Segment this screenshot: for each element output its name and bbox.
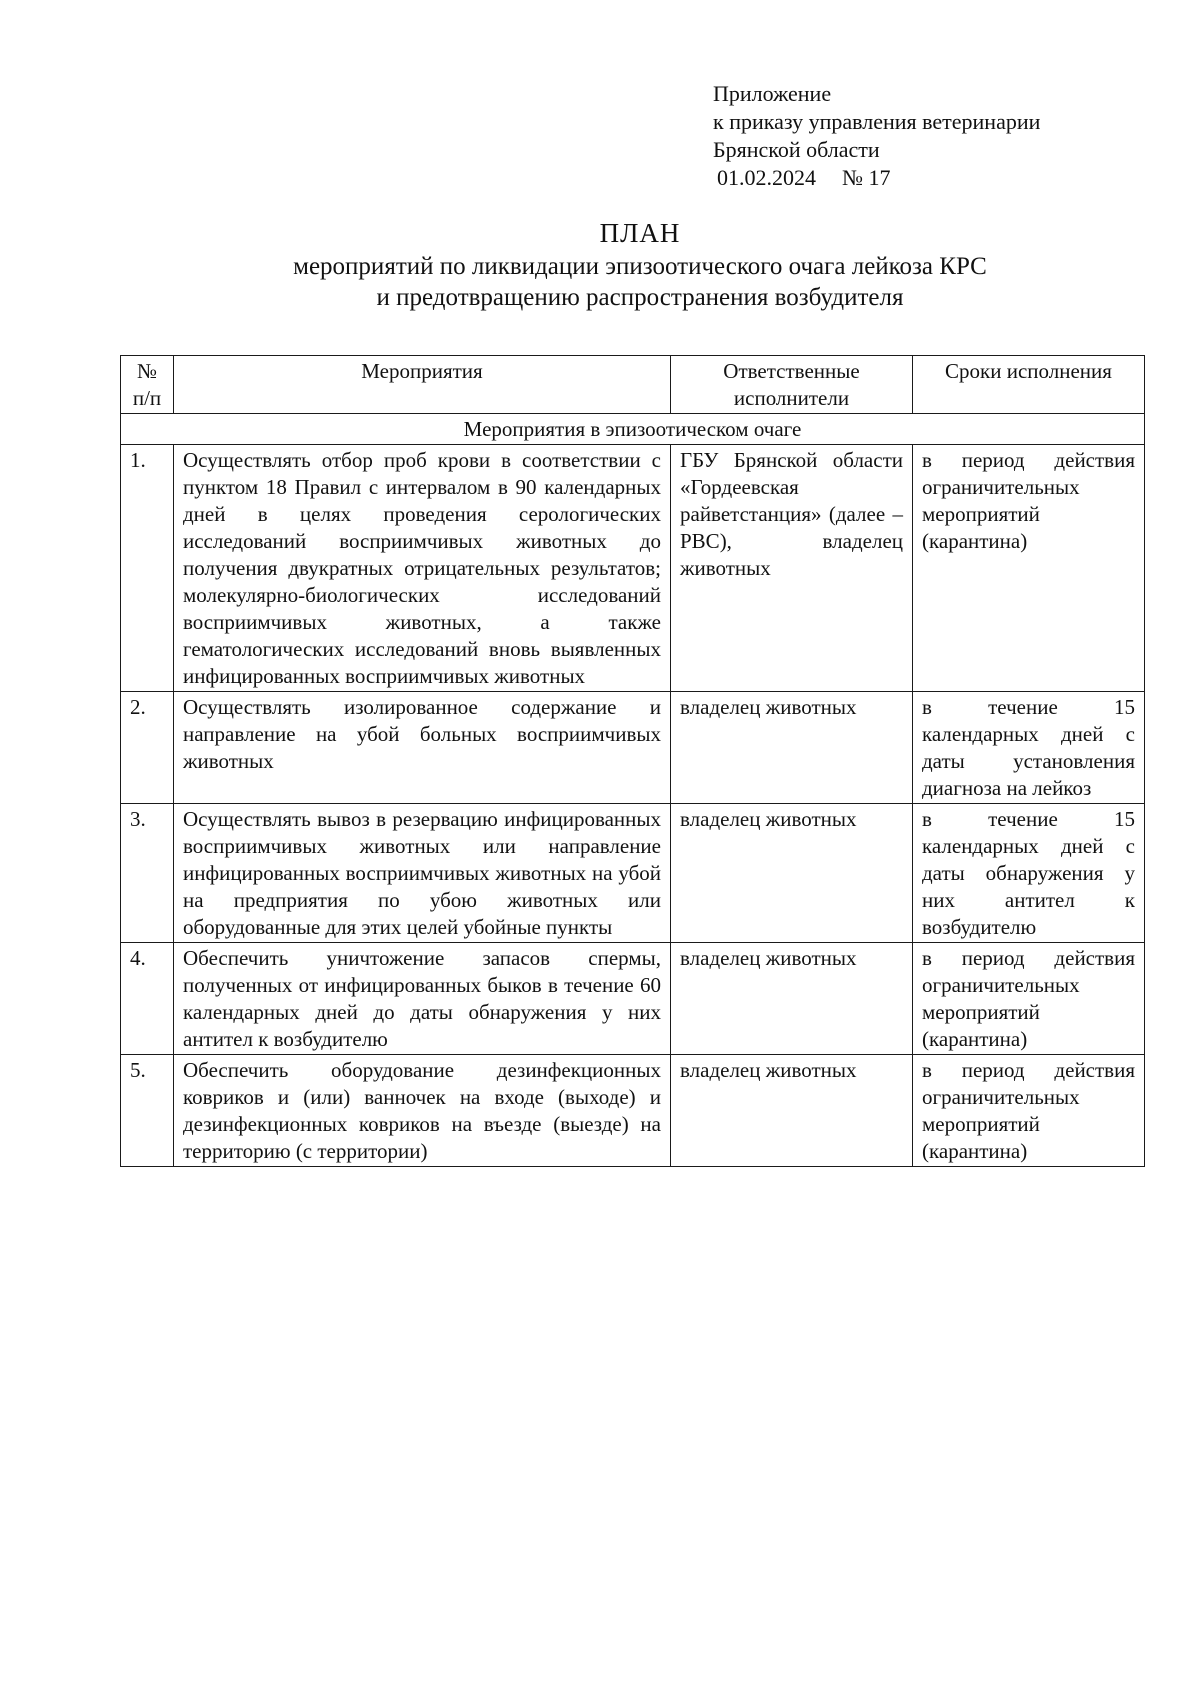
table-row	[121, 445, 1145, 692]
header-number: № п/п	[121, 356, 174, 414]
row-deadline: в период действия ограничительных мероприятий (карантина)	[913, 943, 1145, 1055]
row-deadline: в течение 15 календарных дней с даты обнаружения у них антител к возбудителю	[913, 804, 1145, 943]
row-measure: Обеспечить оборудование дезинфекционных ковриков и (или) ванночек на входе (выходе) и дезинфекционных ковриков на въезде (выезде) на территорию (с территории)	[174, 1055, 671, 1167]
appendix-header	[713, 80, 1040, 192]
row-deadline: в течение 15 календарных дней с даты установления диагноза на лейкоз	[913, 692, 1145, 804]
table-row	[121, 1055, 1145, 1167]
row-deadline: в период действия ограничительных мероприятий (карантина)	[913, 1055, 1145, 1167]
order-date: 01.02.2024	[717, 165, 816, 190]
measures-table	[120, 355, 1145, 1167]
row-responsible: владелец животных	[671, 943, 913, 1055]
appendix-line-1: Приложение	[713, 81, 832, 106]
row-number: 4.	[121, 943, 174, 1055]
row-responsible: ГБУ Брянской области «Гордеевская райветстанция» (далее – РВС), владелец животных	[671, 445, 913, 692]
row-measure: Осуществлять изолированное содержание и направление на убой больных восприимчивых животных	[174, 692, 671, 804]
document-subtitle-line-1: мероприятий по ликвидации эпизоотического очага лейкоза КРС	[293, 253, 987, 280]
row-number: 3.	[121, 804, 174, 943]
row-measure: Осуществлять вывоз в резервацию инфицированных восприимчивых животных или направление инфицированных восприимчивых животных на убой на предприятия по убою животных или оборудованные для этих целей убойные пункты	[174, 804, 671, 943]
order-number: 17	[868, 165, 891, 190]
table-row	[121, 804, 1145, 943]
order-number-label: №	[842, 165, 863, 190]
row-measure: Обеспечить уничтожение запасов спермы, полученных от инфицированных быков в течение 60 календарных дней до даты обнаружения у них антител к возбудителю	[174, 943, 671, 1055]
row-deadline: в период действия ограничительных мероприятий (карантина)	[913, 445, 1145, 692]
table-header-row	[121, 356, 1145, 414]
document-title: ПЛАН	[599, 218, 681, 248]
table-row	[121, 943, 1145, 1055]
row-number: 2.	[121, 692, 174, 804]
order-date-number	[713, 164, 1040, 192]
header-deadlines: Сроки исполнения	[913, 356, 1145, 414]
table-row	[121, 692, 1145, 804]
section-title: Мероприятия в эпизоотическом очаге	[121, 414, 1145, 445]
header-measures: Мероприятия	[174, 356, 671, 414]
header-responsible: Ответственные исполнители	[671, 356, 913, 414]
row-responsible: владелец животных	[671, 804, 913, 943]
section-row	[121, 414, 1145, 445]
appendix-line-2: к приказу управления ветеринарии	[713, 109, 1041, 134]
row-number: 1.	[121, 445, 174, 692]
row-responsible: владелец животных	[671, 1055, 913, 1167]
appendix-line-3: Брянской области	[713, 137, 880, 162]
title-block	[120, 218, 1160, 313]
row-number: 5.	[121, 1055, 174, 1167]
row-measure: Осуществлять отбор проб крови в соответствии с пунктом 18 Правил с интервалом в 90 календарных дней в целях проведения серологических исследований восприимчивых животных до получения двукратных отрицательных результатов; молекулярно-биологических исследований восприимчивых животных, а также гематологических исследований вновь выявленных инфицированных восприимчивых животных	[174, 445, 671, 692]
document-subtitle-line-2: и предотвращению распространения возбудителя	[376, 284, 904, 311]
row-responsible: владелец животных	[671, 692, 913, 804]
